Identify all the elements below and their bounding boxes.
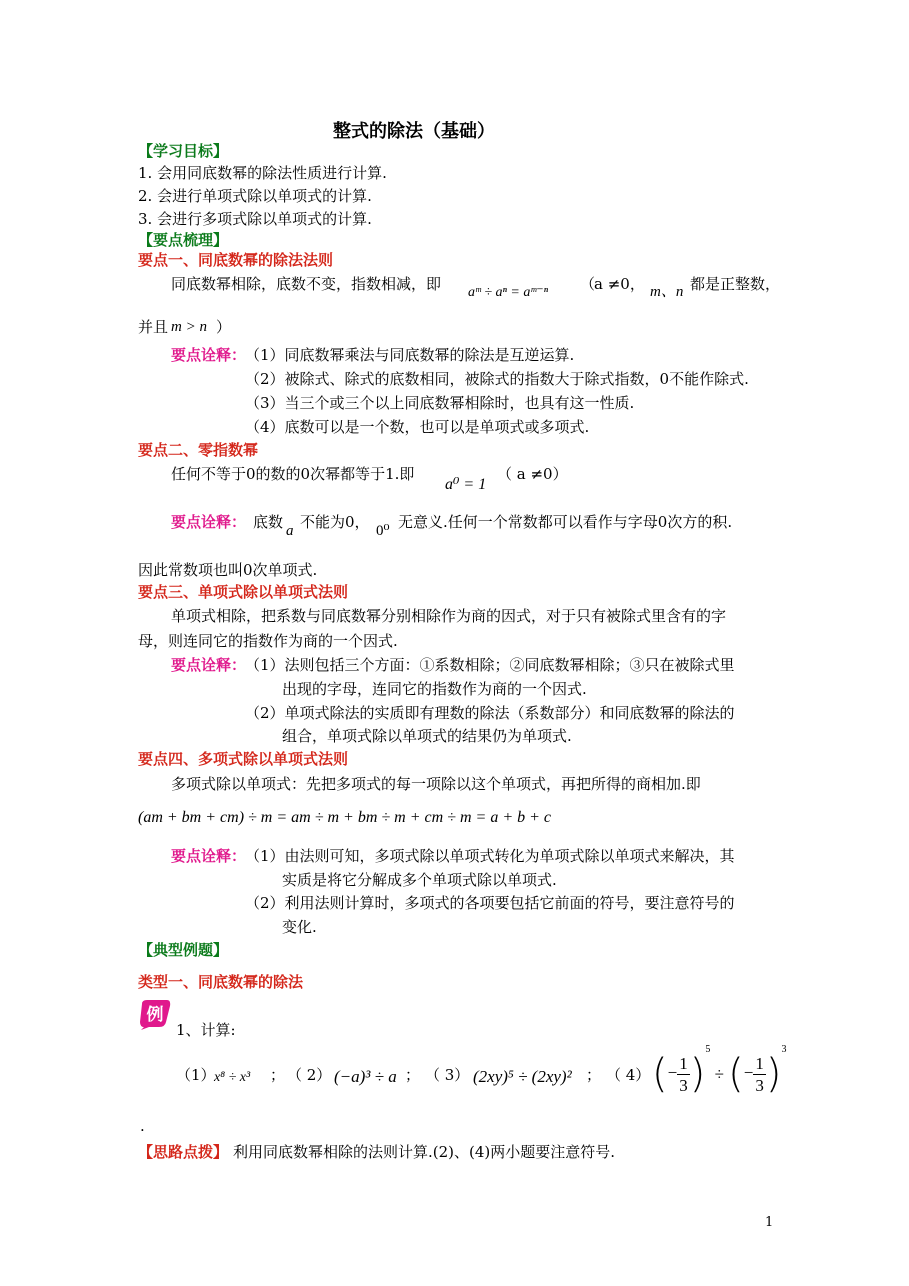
example-badge-icon [138,998,172,1030]
item-1-expr: x⁸ ÷ x³ [214,1070,251,1085]
point3-note: 组合，单项式除以单项式的结果仍为单项式. [282,727,572,745]
point1-cond-rest: 都是正整数， [690,275,781,293]
point3-heading: 要点三、单项式除以单项式法则 [138,583,349,601]
item-1-index: （1） [176,1066,216,1084]
frac-denominator: 3 [755,1075,764,1095]
question-1: 1、计算: [176,1021,236,1039]
point3-text1: 单项式相除，把系数与同底数幂分别相除作为商的因式，对于只有被除式里含有的字 [171,607,727,625]
point1-note-label: 要点诠释： [171,346,247,364]
point4-note-label: 要点诠释： [171,847,247,865]
point4-note: 变化. [282,918,317,936]
objective-item: 2. 会进行单项式除以单项式的计算. [138,187,372,205]
point3-note: （1）法则包括三个方面：①系数相除；②同底数幂相除；③只在被除式里 [245,656,735,674]
point1-cond-open: （ [580,275,596,293]
item-2-sep: ； [405,1066,421,1084]
point1-text2: 并且 [138,318,169,336]
hint-text: 利用同底数幂相除的法则计算.(2)、(4)两小题要注意符号. [233,1143,616,1161]
point4-note: 实质是将它分解成多个单项式除以单项式. [282,871,557,889]
point4-note: （2）利用法则计算时，多项式的各项要包括它前面的符号，要注意符号的 [245,894,735,912]
point2-cond: （ a ≠0） [497,465,568,483]
point1-formula: aᵐ ÷ aⁿ = aᵐ⁻ⁿ [468,285,549,300]
point1-heading: 要点一、同底数幂的除法法则 [138,251,334,269]
point4-text: 多项式除以单项式：先把多项式的每一项除以这个单项式，再把所得的商相加.即 [171,775,701,793]
point1-note: （1）同底数幂乘法与同底数幂的除法是互逆运算. [245,346,575,364]
examples-heading: 【典型例题】 [138,941,229,959]
point2-heading: 要点二、零指数幂 [138,441,259,459]
frac-numerator: 1 [755,1053,764,1073]
point4-heading: 要点四、多项式除以单项式法则 [138,750,349,768]
point1-note: （3）当三个或三个以上同底数幂相除时，也具有这一性质. [245,394,635,412]
point3-note: （2）单项式除法的实质即有理数的除法（系数部分）和同底数幂的除法的 [245,704,735,722]
exponent: 3 [781,1044,787,1055]
point1-text: 同底数幂相除，底数不变，指数相减，即 [171,275,442,293]
point2-note-d: 因此常数项也叫0次单项式. [138,561,318,579]
item-3-expr: (2xy)⁵ ÷ (2xy)² [473,1067,572,1086]
frac-denominator: 3 [679,1075,688,1095]
point1-cond-mn: m、n [650,284,684,300]
point2-note-a: 底数 [253,513,284,531]
point2-note-zero: 0⁰ [376,523,390,539]
point3-note-label: 要点诠释： [171,656,247,674]
objective-item: 1. 会用同底数幂的除法性质进行计算. [138,164,387,182]
point2-note-var: a [286,523,294,539]
point1-cond2: m > n [171,319,207,335]
frac-numerator: 1 [679,1053,688,1073]
item-1-sep: ； [270,1066,286,1084]
page-number: 1 [765,1215,774,1230]
objectives-heading: 【学习目标】 [138,142,229,160]
item-2-index: （ 2） [287,1066,332,1084]
item-3-index: （ 3） [425,1066,470,1084]
point2-text: 任何不等于0的数的0次幂都等于1.即 [171,465,415,483]
objective-item: 3. 会进行多项式除以单项式的计算. [138,210,372,228]
point1-note: （4）底数可以是一个数，也可以是单项式或多项式. [245,418,590,436]
item-4-index: （ 4） [606,1066,651,1084]
point2-formula: a⁰ = 1 [445,476,487,493]
point2-note-b: 不能为0， [300,513,370,531]
point3-text2: 母，则连同它的指数作为商的一个因式. [138,632,398,650]
point1-close: ） [216,318,232,336]
page-title: 整式的除法（基础） [333,121,495,142]
point4-formula: (am + bm + cm) ÷ m = am ÷ m + bm ÷ m + cm ÷ m = a + b + c [138,809,552,826]
point2-note-label: 要点诠释： [171,513,247,531]
point1-note: （2）被除式、除式的底数相同，被除式的指数大于除式指数，0不能作除式. [245,370,749,388]
period: . [140,1117,145,1135]
keypoints-heading: 【要点梳理】 [138,231,229,249]
item-3-sep: ； [586,1066,602,1084]
badge-text: 例 [146,1005,164,1025]
point3-note: 出现的字母，连同它的指数作为商的一个因式. [282,680,587,698]
item-2-expr: (−a)³ ÷ a [334,1067,397,1086]
item-4-expr: (− $\frac{1}{3}$ )$^5$ ÷ (− $\frac{1}{3}$ )$^3$ [652,1044,787,1098]
exponent: 5 [705,1044,711,1055]
hint-label: 【思路点拨】 [138,1143,229,1161]
point4-note: （1）由法则可知，多项式除以单项式转化为单项式除以单项式来解决，其 [245,847,735,865]
type1-heading: 类型一、同底数幂的除法 [138,973,304,991]
point2-note-c: 无意义.任何一个常数都可以看作与字母0次方的积. [398,513,733,531]
point1-cond-a: a ≠0， [594,275,645,293]
